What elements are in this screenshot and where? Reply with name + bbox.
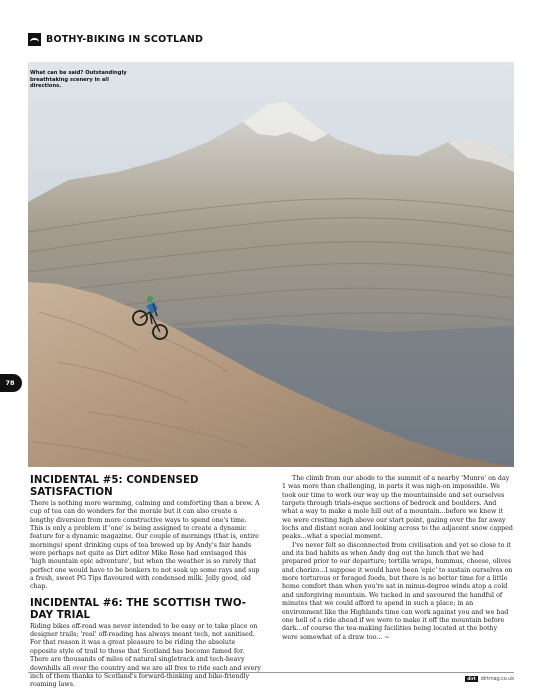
magazine-logo: dirt	[467, 676, 476, 681]
section-title: BOTHY-BIKING IN SCOTLAND	[46, 33, 204, 45]
article-column-right	[282, 475, 514, 642]
page-header	[28, 32, 203, 46]
page-footer	[465, 676, 514, 682]
mountain-scene-image	[28, 62, 514, 467]
article-column-left	[30, 475, 262, 690]
section-heading: INCIDENTAL #5: CONDENSED SATISFACTION	[30, 475, 199, 498]
photo-caption: What can be said? Outstandingly breathtaking scenery in all directions.	[30, 70, 127, 90]
article-paragraph: The climb from our abode to the summit of a nearby 'Munro' on day 1 was more than challenging, in parts it was nigh-on impossible. We took our time to work our way up the mountainside and set ourselves targets through trials-esque sections of bedrock and boulders. And what a way to make a mole hill out of a mountain...before we knew it we were cresting high above our start point, gazing over the far away lochs and distant ocean and looking across to the adjacent snow capped peaks...what a special moment.	[282, 475, 513, 541]
article-paragraph: I've never felt so disconnected from civilisation and yet so close to it and its bad habits as when Andy dug out the lunch that we had prepared prior to our departure; tortilla wraps, hummus, cheese, olives and chorizo...I suppose it would have been 'epic' to sustain ourselves on more torturous or foraged foods, but there is no better time for a little home comfort than when you're sat in minus-degree winds atop a cold and unforgiving mountain. We tucked in and savoured the handful of minutes that we could afford to spend in such a place; in an environment like the Highlands time can work against you and we had one hell of a ride ahead if we were to make it off the mountain before dark...of course the tea-making facilities being located at the bothy were somewhat of a draw too... ~	[282, 541, 513, 641]
footer-divider	[28, 672, 514, 673]
section-body: Riding bikes off-road was never intended to be easy or to take place on designer trails; 'real' off-roading has always meant tech, not sanitised. For that reason it was a great pleasure to be riding the absolute opposite style of trail to those that Scotland has become famed for. There are thousands of miles of natural singletrack and tech-heavy downhills all over the country and we are all free to ride each and every inch of them thanks to Scotland's forward-thinking and bike-friendly roaming laws.	[30, 622, 261, 689]
footer-url[interactable]: dirtmag.co.uk	[480, 676, 514, 682]
bike-logo-icon	[28, 33, 41, 46]
page-number-badge: 78	[0, 374, 22, 392]
section-body: There is nothing more warming, calming and comforting than a brew. A cup of tea can do wonders for the morale but it can also create a lengthy diversion from more constructive ways to spend one's time. This is only a problem if 'one' is being assigned to create a dynamic feature for a dynamic magazine. Our couple of mornings (that is, entire mornings) spent drinking cups of tea brewed up by Andy's fair hands were perhaps not quite as Dirt editor Mike Rose had envisaged this 'high mountain epic adventure', but when the weather is so rarely that perfect one would have to be bonkers to not soak up some rays and sup a fresh, sweet PG Tips flavoured with condensed milk. Jolly good, old chap.	[30, 500, 260, 591]
section-heading: INCIDENTAL #6: THE SCOTTISH TWO-DAY TRIAL	[30, 597, 247, 621]
hero-photo	[28, 62, 514, 467]
